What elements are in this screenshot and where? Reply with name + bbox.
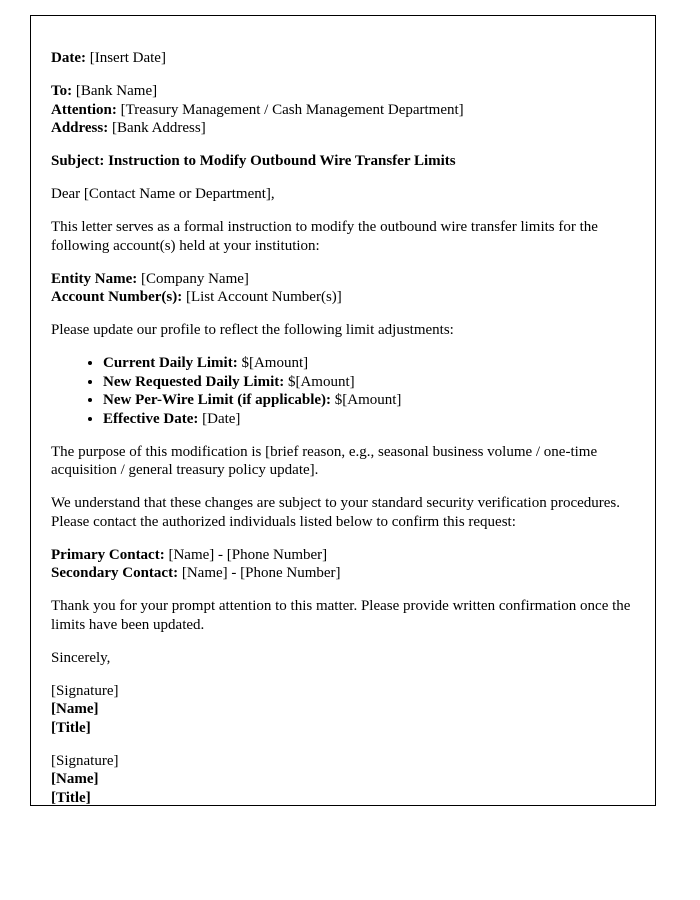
attention-value: [Treasury Management / Cash Management Department] <box>116 101 464 118</box>
entity-name-value: [Company Name] <box>137 270 249 287</box>
letter-page <box>30 15 656 806</box>
account-numbers-label: Account Number(s): <box>51 289 183 305</box>
per-wire-limit-value: $[Amount] <box>331 392 402 408</box>
effective-date-value: [Date] <box>198 410 241 427</box>
list-item-new-daily-limit <box>103 373 634 392</box>
signer-title: [Title] <box>51 789 91 806</box>
signature-block-2 <box>51 752 634 807</box>
attention-label: Attention: <box>51 101 117 118</box>
date-value: [Insert Date] <box>85 50 166 66</box>
account-block <box>51 270 634 307</box>
account-numbers-line <box>51 288 634 307</box>
attention-line <box>51 101 634 120</box>
subject-line: Subject: Instruction to Modify Outbound Wire Transfer Limits <box>51 153 456 169</box>
secondary-contact-label: Secondary Contact: <box>51 565 179 581</box>
address-line <box>51 119 634 138</box>
list-item-per-wire-limit <box>103 391 634 410</box>
primary-contact-value: [Name] - [Phone Number] <box>164 546 328 563</box>
new-daily-limit-label: New Requested Daily Limit: <box>103 373 285 390</box>
secondary-contact-line <box>51 564 634 583</box>
entity-name-label: Entity Name: <box>51 270 138 287</box>
to-label: To: <box>51 83 73 99</box>
sign-off: Sincerely, <box>51 649 111 666</box>
current-daily-limit-label: Current Daily Limit: <box>103 355 238 371</box>
security-paragraph: We understand that these changes are subject to your standard security verification procedures. Please contact the authorized individuals listed below to confirm this request: <box>51 495 620 530</box>
per-wire-limit-label: New Per-Wire Limit (if applicable): <box>103 392 332 408</box>
current-daily-limit-value: $[Amount] <box>237 355 309 371</box>
new-daily-limit-value: $[Amount] <box>284 373 355 390</box>
signer-name: [Name] <box>51 701 99 717</box>
to-value: [Bank Name] <box>72 83 158 99</box>
date-line <box>51 49 634 68</box>
account-numbers-value: [List Account Number(s)] <box>182 289 342 305</box>
address-label: Address: <box>51 120 109 136</box>
limit-adjustments-list <box>51 354 634 428</box>
date-label: Date: <box>51 50 86 66</box>
signer-title: [Title] <box>51 719 91 736</box>
list-item-effective-date <box>103 410 634 429</box>
purpose-paragraph: The purpose of this modification is [brief reason, e.g., seasonal business volume / one-time acquisition / general treasury policy update]. <box>51 443 598 478</box>
contacts-block <box>51 546 634 583</box>
effective-date-label: Effective Date: <box>103 410 199 427</box>
address-value: [Bank Address] <box>108 120 206 136</box>
update-request-paragraph: Please update our profile to reflect the following limit adjustments: <box>51 322 454 338</box>
primary-contact-line <box>51 546 634 565</box>
signature-placeholder: [Signature] <box>51 752 119 769</box>
recipient-block <box>51 82 634 138</box>
salutation: Dear [Contact Name or Department], <box>51 186 275 202</box>
closing-paragraph: Thank you for your prompt attention to this matter. Please provide written confirmation once the limits have been updated. <box>51 598 631 633</box>
signer-name: [Name] <box>51 771 99 787</box>
list-item-current-daily-limit <box>103 354 634 373</box>
signature-block-1 <box>51 682 634 738</box>
to-line <box>51 82 634 101</box>
intro-paragraph: This letter serves as a formal instruction to modify the outbound wire transfer limits for the following account(s) held at your institution: <box>51 219 598 254</box>
secondary-contact-value: [Name] - [Phone Number] <box>178 565 341 581</box>
entity-name-line <box>51 270 634 289</box>
primary-contact-label: Primary Contact: <box>51 546 165 563</box>
signature-placeholder: [Signature] <box>51 682 119 699</box>
